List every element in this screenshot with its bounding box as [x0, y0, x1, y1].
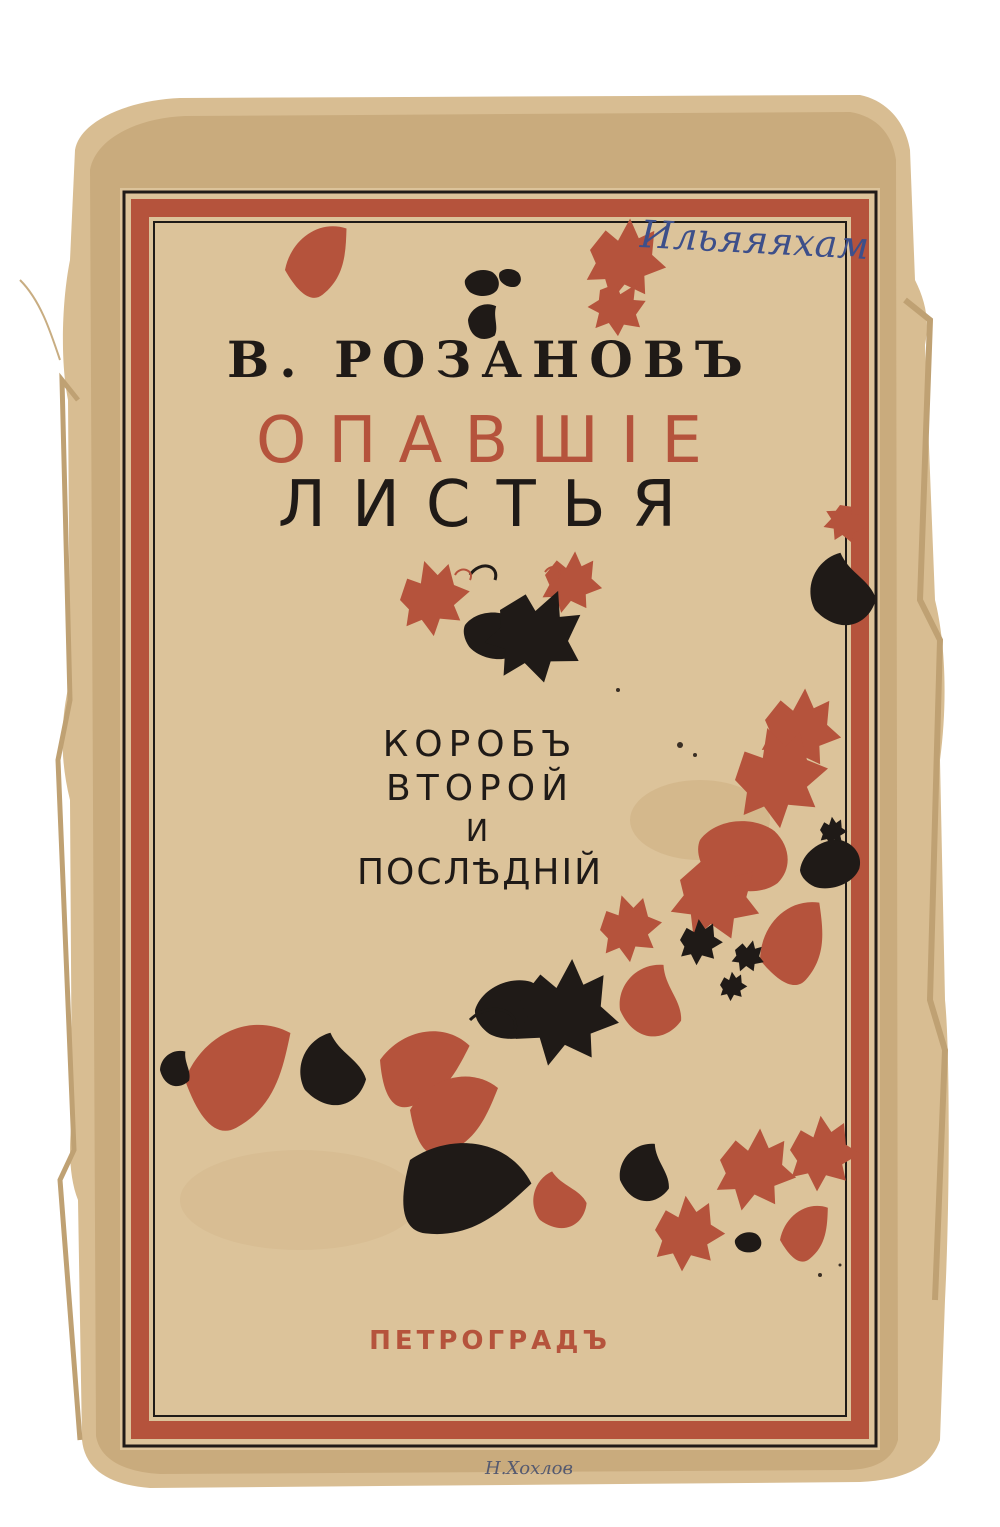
- subtitle-line-2: ВТОРОЙ: [386, 768, 574, 809]
- subtitle-line-4: ПОСЛѢДНІЙ: [356, 852, 604, 893]
- title-line-2: ЛИСТЬЯ: [277, 468, 703, 542]
- author-name: В. РОЗАНОВЪ: [227, 330, 753, 389]
- handwritten-inscription-bottom: Н.Хохлов: [485, 1458, 573, 1479]
- publisher-city: ПЕТРОГРАДЪ: [369, 1326, 611, 1356]
- title-line-1: ОПАВШІЕ: [256, 404, 724, 478]
- subtitle-line-1: КОРОБЪ: [382, 724, 578, 765]
- subtitle-line-3: И: [465, 814, 495, 849]
- handwritten-inscription-top: Ильяяяхам: [639, 212, 871, 268]
